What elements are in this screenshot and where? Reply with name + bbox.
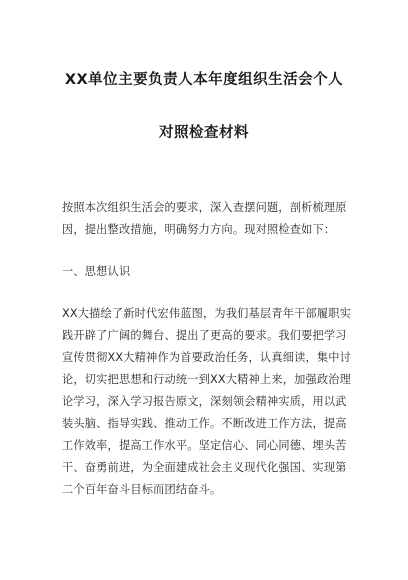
body-line: XX大描绘了新时代宏伟蓝图，为我们基层青年干部履职实 [62,307,352,320]
body-line: 工作效率，提高工作水平。坚定信心、同心同德、埋头苦 [62,439,347,452]
body-line: 装头脑、指导实践、推动工作。不断改进工作方法，提高 [62,417,347,430]
body-line: 论学习，深入学习报告原文，深刻领会精神实质，用以武 [62,395,347,408]
intro-line: 按照本次组织生活会的要求，深入查摆问题，剖析梳理原 [62,201,347,214]
body-line: 宣传贯彻XX大精神作为首要政治任务，认真细读，集中讨 [62,351,352,364]
body-line: 践开辟了广阔的舞台、提出了更高的要求。我们要把学习 [62,329,347,342]
body-line: 干、奋勇前进，为全面建成社会主义现代化强国、实现第 [62,461,347,474]
body-line: 二个百年奋斗目标而团结奋斗。 [62,483,222,496]
body-line: 论，切实把思想和行动统一到XX大精神上来，加强政治理 [62,373,352,386]
section-heading: 一、思想认识 [62,265,131,278]
intro-line: 因，提出整改措施，明确努力方向。现对照检查如下： [62,223,336,236]
document-title-line-1: XX单位主要负责人本年度组织生活会个人 [64,72,344,88]
document-title-line-2: 对照检查材料 [159,125,249,141]
